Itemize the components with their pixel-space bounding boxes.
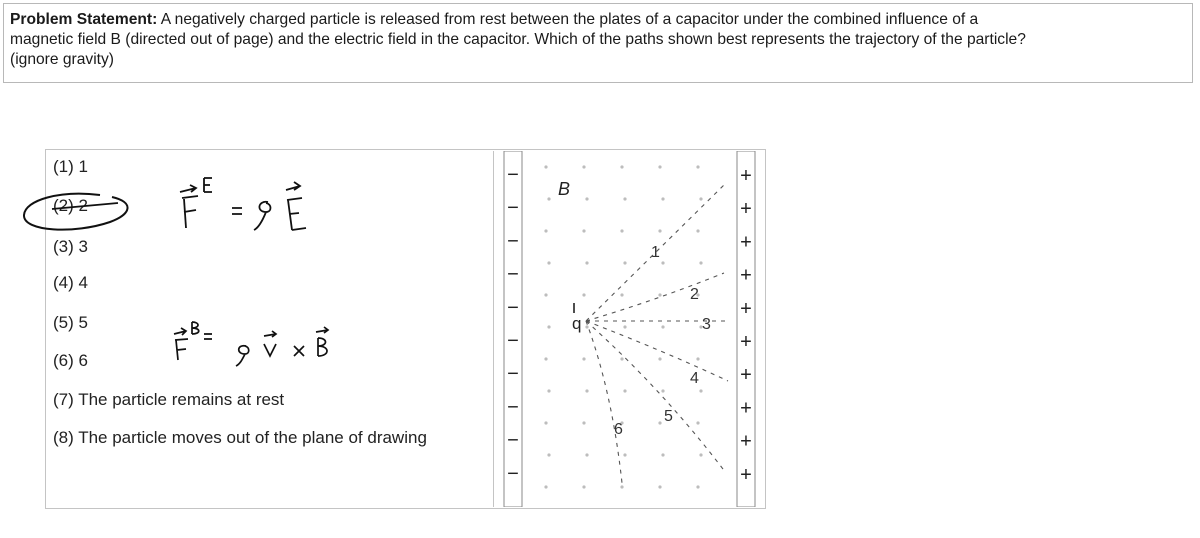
field-dot [582, 485, 585, 488]
field-dot [661, 197, 664, 200]
capacitor-figure [494, 151, 766, 507]
minus-sign: − [507, 263, 519, 286]
choice-1[interactable]: (1) 1 [53, 157, 88, 176]
problem-label: Problem Statement: [10, 11, 158, 28]
field-dot [623, 197, 626, 200]
minus-sign: − [507, 296, 519, 319]
strike-through-mark [52, 203, 118, 209]
path-5-line [586, 321, 726, 473]
field-dot [658, 357, 661, 360]
minus-sign: − [507, 396, 519, 419]
problem-text-line1: A negatively charged particle is released from rest between the plates of a capacitor under the combined influence of a [160, 11, 979, 28]
path-6-line [586, 321, 622, 483]
plus-sign: + [740, 331, 752, 353]
plus-sign: + [740, 264, 752, 287]
field-dot [658, 293, 661, 296]
field-dot [585, 197, 588, 200]
path-2-line [586, 273, 724, 321]
electric-force-text: F⃗ᴱ = qE⃗ [186, 230, 190, 231]
trajectory-paths [586, 183, 730, 483]
field-dot [582, 293, 585, 296]
minus-sign: − [507, 330, 519, 352]
field-dot [547, 389, 550, 392]
plus-sign: + [740, 430, 752, 453]
field-dot [661, 389, 664, 392]
minus-sign: − [507, 164, 519, 186]
field-dot [544, 229, 547, 232]
choice-6[interactable]: (6) 6 [53, 351, 88, 370]
field-dot [696, 485, 699, 488]
field-dot [696, 357, 699, 360]
plus-sign: + [740, 165, 752, 187]
choice-8[interactable]: (8) The particle moves out of the plane of drawing [53, 428, 427, 447]
field-dot [620, 357, 623, 360]
minus-sign: − [507, 230, 519, 253]
minus-sign: − [507, 429, 519, 452]
minus-sign: − [507, 363, 519, 386]
choice-7[interactable]: (7) The particle remains at rest [53, 390, 285, 409]
path-label-5: 5 [664, 408, 673, 425]
path-label-3: 3 [702, 316, 711, 333]
capacitor-diagram [493, 151, 765, 507]
charge-label: q [572, 314, 582, 333]
field-dot [547, 325, 550, 328]
field-dot [582, 421, 585, 424]
field-dot [699, 261, 702, 264]
field-dot [658, 485, 661, 488]
magnetic-force-equation [174, 322, 328, 366]
plus-sign: + [740, 463, 752, 486]
plus-sign: + [740, 364, 752, 387]
field-dot [623, 325, 626, 328]
field-dot [696, 421, 699, 424]
field-dot [623, 261, 626, 264]
field-dot [658, 421, 661, 424]
field-dot [544, 357, 547, 360]
field-dot [699, 389, 702, 392]
choice-5[interactable]: (5) 5 [53, 313, 88, 332]
path-label-2: 2 [690, 286, 699, 303]
path-label-6: 6 [614, 421, 623, 438]
field-label: B [558, 179, 571, 199]
field-dot [585, 389, 588, 392]
field-dot [696, 165, 699, 168]
path-label-1: 1 [651, 244, 660, 261]
field-dot [582, 229, 585, 232]
field-dot [547, 197, 550, 200]
problem-text-line3: (ignore gravity) [10, 51, 114, 68]
electric-force-equation [180, 178, 306, 230]
minus-sign: − [507, 197, 519, 220]
circle-mark [24, 194, 128, 230]
field-dot [623, 453, 626, 456]
field-dot [544, 293, 547, 296]
field-dot [547, 261, 550, 264]
plus-sign: + [740, 231, 752, 254]
problem-text-line2: magnetic field B (directed out of page) and the electric field in the capacitor. Which of the paths shown best represents the trajectory of the particle? [10, 31, 1026, 48]
field-dot [661, 453, 664, 456]
field-dot [658, 229, 661, 232]
magnetic-force-text: F⃗ᴮ = q v⃗ × B⃗ [176, 360, 182, 361]
path-label-4: 4 [690, 370, 699, 387]
field-dot [658, 165, 661, 168]
field-dot [620, 229, 623, 232]
plus-sign: + [740, 297, 752, 320]
field-dot [547, 453, 550, 456]
field-dot [620, 165, 623, 168]
field-dot [585, 453, 588, 456]
field-dot [582, 357, 585, 360]
field-dot [585, 261, 588, 264]
field-dot [544, 165, 547, 168]
choice-2[interactable]: (2) 2 [53, 196, 88, 215]
choice-4[interactable]: (4) 4 [53, 273, 88, 292]
field-dot [544, 485, 547, 488]
field-dot [661, 325, 664, 328]
field-dot [696, 229, 699, 232]
magnetic-field-dots [544, 165, 702, 488]
field-dot [620, 485, 623, 488]
plus-sign: + [740, 397, 752, 420]
field-dot [585, 325, 588, 328]
field-dot [620, 293, 623, 296]
minus-sign: − [507, 462, 519, 485]
field-dot [623, 389, 626, 392]
plus-sign: + [740, 198, 752, 221]
field-dot [699, 197, 702, 200]
field-dot [544, 421, 547, 424]
field-dot [661, 261, 664, 264]
charge-marker [572, 303, 581, 333]
field-dot [582, 165, 585, 168]
field-dot [699, 453, 702, 456]
choice-3[interactable]: (3) 3 [53, 237, 88, 256]
